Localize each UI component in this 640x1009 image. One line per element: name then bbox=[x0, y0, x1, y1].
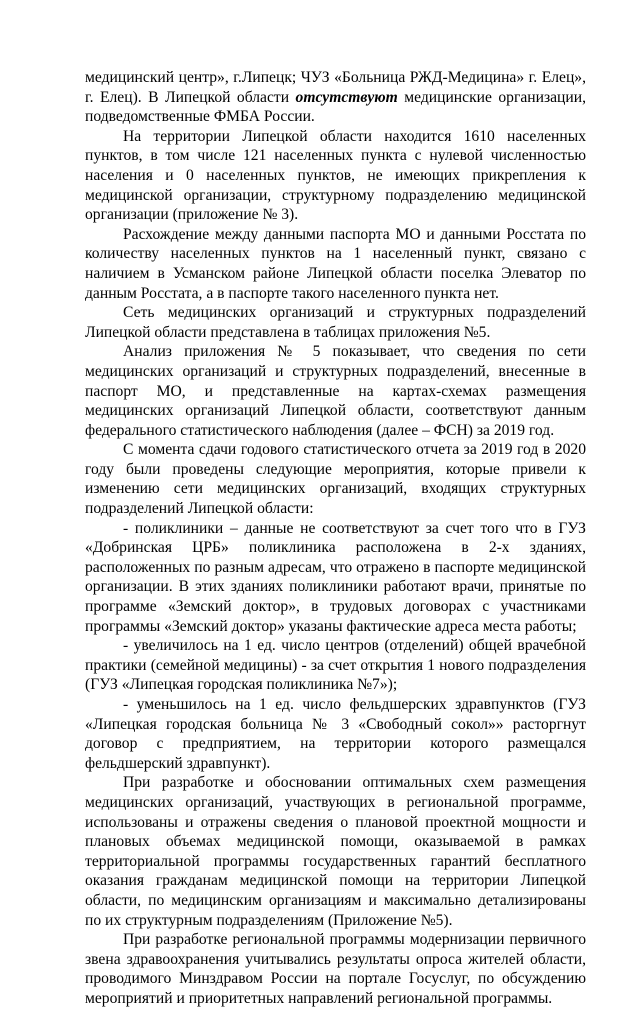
paragraph-10: При разработке и обосновании оптимальных схем размещения медицинских организаций, участвующих в региональной программе, использованы и отражены сведения о плановой проектной мощности и плановых объемах медицинской помощи, оказываемой в рамках территориальной программы государственных гарантий бесплатного оказания гражданам медицинской помощи на территории Липецкой области, по медицинским организациям и максимально детализированы по их структурным подразделениям (Приложение №5). bbox=[85, 774, 586, 929]
paragraph-1 bbox=[85, 68, 586, 127]
paragraph-1-start: медицинский центр», г.Липецк; ЧУЗ «Больница РЖД-Медицина» г. Елец», г. Елец). В Липецкой области bbox=[85, 69, 586, 106]
list-item-gp-centers: - увеличилось на 1 ед. число центров (отделений) общей врачебной практики (семейной медицины) - за счет открытия 1 нового подразделения (ГУЗ «Липецкая городская поликлиника №7»); bbox=[85, 637, 586, 694]
list-item-polyclinics: - поликлиники – данные не соответствуют за счет того что в ГУЗ «Добринская ЦРБ» поликлиника расположена в 2-х зданиях, расположенных по разным адресам, что отражено в паспорте медицинской организации. В этих зданиях поликлиники работают врачи, принятые по программе «Земский доктор», в трудовых договорах с участниками программы «Земский доктор» указаны фактические адреса места работы; bbox=[85, 519, 586, 635]
paragraph-6: С момента сдачи годового статистического отчета за 2019 год в 2020 году были проведены следующие мероприятия, которые привели к изменению сети медицинских организаций, входящих структурных подразделений Липецкой области: bbox=[85, 441, 586, 518]
paragraph-3: Расхождение между данными паспорта МО и данными Росстата по количеству населенных пунктов на 1 населенный пункт, связано с наличием в Усманском районе Липецкой области поселка Элеватор по данным Росстата, а в паспорте такого населенного пункта нет. bbox=[85, 225, 586, 302]
emphasis-absent: отсутствуют bbox=[295, 88, 398, 106]
paragraph-4: Сеть медицинских организаций и структурных подразделений Липецкой области представлена в таблицах приложения №5. bbox=[85, 304, 586, 341]
paragraph-11: При разработке региональной программы модернизации первичного звена здравоохранения учитывались результаты опроса жителей области, проводимого Минздравом России на портале Госуслуг, по обсуждению мероприятий и приоритетных направлений региональной программы. bbox=[85, 931, 586, 1007]
paragraph-5: Анализ приложения № 5 показывает, что сведения по сети медицинских организаций и структурных подразделений, внесенные в паспорт МО, и представленные на картах-схемах размещения медицинских организаций Липецкой области, соответствуют данным федерального статистического наблюдения (далее – ФСН) за 2019 год. bbox=[85, 343, 586, 439]
list-item-feldsher-points: - уменьшилось на 1 ед. число фельдшерских здравпунктов (ГУЗ «Липецкая городская больница № 3 «Свободный сокол»» расторгнут договор с предприятием, на территории которого размещался фельдшерский здравпункт). bbox=[85, 696, 586, 772]
paragraph-1-end: медицинские организации, подведомственные ФМБА России. bbox=[85, 88, 586, 126]
paragraph-2: На территории Липецкой области находится 1610 населенных пунктов, в том числе 121 населенных пункта с нулевой численностью населения и 0 населенных пунктов, не имеющих прикрепления к медицинской организации, структурному подразделению медицинской организации (приложение № 3). bbox=[85, 127, 586, 224]
